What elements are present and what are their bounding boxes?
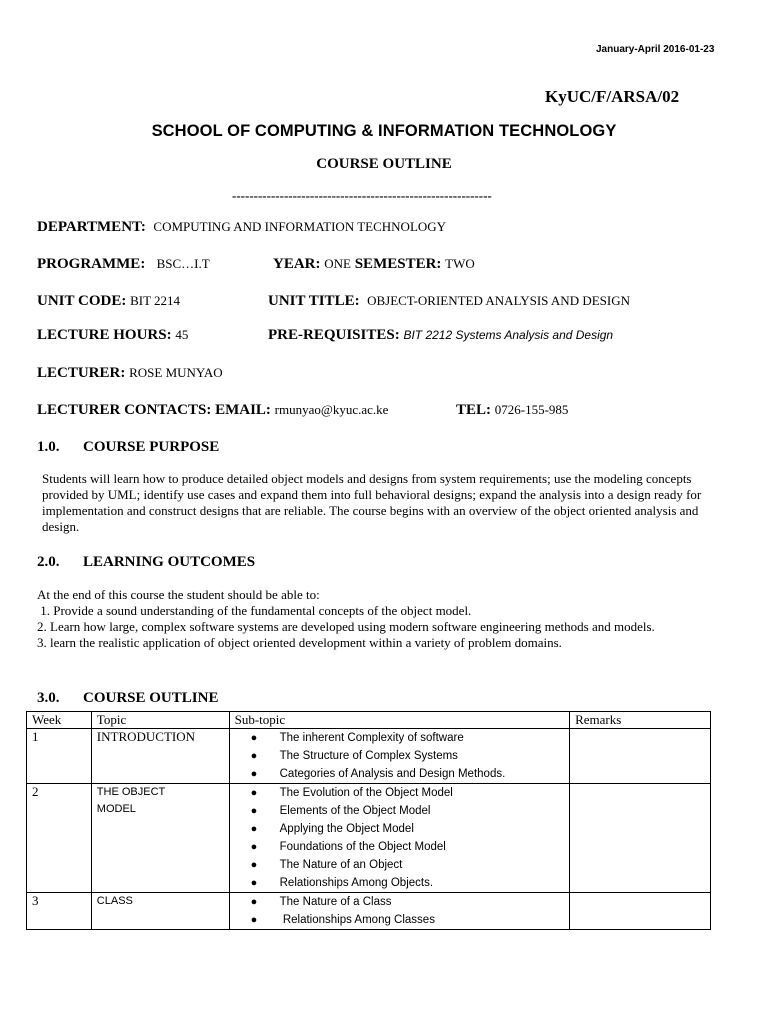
bullet-icon: ● [250, 914, 258, 926]
course-outline-table [26, 711, 711, 930]
list-item [251, 820, 564, 838]
department-value: COMPUTING AND INFORMATION TECHNOLOGY [153, 219, 447, 234]
week-number: 2 [32, 784, 39, 799]
subtopic-text: The Evolution of the Object Model [279, 787, 453, 799]
bullet-icon: ● [250, 787, 258, 799]
learning-outcomes-heading [37, 554, 255, 571]
subtopic-text: The Nature of an Object [279, 859, 403, 871]
outcome-item: 2. Learn how large, complex software systems are developed using modern software engineering methods and models. [37, 619, 655, 634]
department-field [37, 219, 446, 236]
lecturer-label: LECTURER: [37, 365, 126, 381]
bullet-icon: ● [250, 750, 258, 762]
lecture-hours-field [37, 327, 188, 344]
subtopic-cell [229, 784, 569, 893]
bullet-icon: ● [250, 896, 258, 908]
school-title: SCHOOL OF COMPUTING & INFORMATION TECHNOLOGY [151, 122, 617, 140]
lecture-hours-label: LECTURE HOURS: [37, 327, 172, 343]
subtopic-cell [229, 729, 569, 784]
prerequisites-value: BIT 2212 Systems Analysis and Design [403, 328, 614, 342]
bullet-icon: ● [250, 823, 258, 835]
lecture-hours-value: 45 [175, 327, 189, 342]
bullet-icon: ● [250, 841, 258, 853]
section-number: 2.0. [37, 554, 60, 570]
table-row [27, 784, 711, 893]
subtopic-text: Elements of the Object Model [279, 805, 431, 817]
list-item [251, 765, 564, 783]
list-item [251, 747, 564, 765]
document-code: KyUC/F/ARSA/02 [545, 87, 680, 106]
subtopic-list [235, 784, 564, 892]
tel-value: 0726-155-985 [494, 402, 569, 417]
topic-name: INTRODUCTION [96, 729, 196, 744]
week-cell [27, 784, 92, 893]
outcome-item: 3. learn the realistic application of object oriented development within a variety of problem domains. [37, 635, 562, 650]
week-number: 3 [32, 893, 39, 908]
tel-field [456, 402, 568, 419]
year-label: YEAR: [273, 256, 321, 272]
contacts-label: LECTURER CONTACTS: EMAIL: [37, 402, 271, 418]
list-item [251, 784, 564, 802]
header-subtopic: Sub-topic [229, 712, 569, 729]
document-date: January-April 2016-01-23 [596, 44, 715, 55]
document-subtitle: COURSE OUTLINE [316, 156, 452, 172]
course-purpose-heading [37, 439, 219, 456]
department-label: DEPARTMENT: [37, 219, 146, 235]
remarks-cell [570, 729, 711, 784]
prerequisites-label: PRE-REQUISITES: [268, 327, 400, 343]
topic-name: CLASS [96, 895, 133, 907]
subtopic-list [235, 729, 564, 783]
list-item [251, 838, 564, 856]
outcome-item: 1. Provide a sound understanding of the fundamental concepts of the object model. [37, 603, 472, 618]
subtopic-text: The inherent Complexity of software [279, 732, 464, 744]
year-semester-field [273, 256, 475, 273]
topic-cell [91, 784, 229, 893]
contacts-field [37, 402, 388, 419]
section-title: LEARNING OUTCOMES [83, 554, 256, 570]
unit-code-field [37, 293, 180, 310]
list-item [251, 874, 564, 892]
subtopic-text: Relationships Among Objects. [279, 877, 434, 889]
prerequisites-field [268, 327, 613, 344]
subtopic-text: The Structure of Complex Systems [279, 750, 458, 762]
subtopic-text: Categories of Analysis and Design Methods. [279, 768, 506, 780]
programme-field [37, 256, 210, 273]
year-value: ONE [324, 256, 351, 271]
tel-label: TEL: [456, 402, 492, 418]
week-cell [27, 729, 92, 784]
subtopic-text: Foundations of the Object Model [279, 841, 446, 853]
outcomes-intro: At the end of this course the student should be able to: [37, 587, 320, 602]
bullet-icon: ● [250, 732, 258, 744]
bullet-icon: ● [250, 768, 258, 780]
course-outline-heading [37, 690, 218, 707]
bullet-icon: ● [250, 877, 258, 889]
header-week: Week [27, 712, 92, 729]
programme-value: BSC…I.T [156, 256, 210, 271]
semester-label: SEMESTER: [354, 256, 442, 272]
lecturer-field [37, 365, 223, 382]
table-row [27, 729, 711, 784]
list-item [251, 893, 564, 911]
week-number: 1 [32, 729, 39, 744]
course-purpose-text: Students will learn how to produce detailed object models and designs from system requirements; use the modeling concepts provided by UML; identify use cases and expand them into full behavioral designs; expand the analysis into a design ready for implementation and construct designs that are reliable. The course begins with an overview of the object oriented analysis and design. [42, 471, 702, 534]
email-value: rmunyao@kyuc.ac.ke [274, 402, 389, 417]
topic-name: THE OBJECT MODEL [96, 786, 166, 815]
programme-label: PROGRAMME: [37, 256, 146, 272]
subtopic-list [235, 893, 564, 929]
unit-title-value: OBJECT-ORIENTED ANALYSIS AND DESIGN [367, 293, 630, 308]
header-remarks: Remarks [570, 712, 711, 729]
section-number: 3.0. [37, 690, 60, 706]
subtopic-text: The Nature of a Class [279, 896, 392, 908]
title-rule: ------------------------------------------------------------ [232, 188, 492, 203]
unit-title-field [268, 293, 630, 310]
unit-title-label: UNIT TITLE: [268, 293, 360, 309]
subtopic-cell [229, 893, 569, 930]
bullet-icon: ● [250, 805, 258, 817]
section-title: COURSE OUTLINE [83, 690, 219, 706]
table-header-row [27, 712, 711, 729]
week-cell [27, 893, 92, 930]
topic-cell [91, 893, 229, 930]
unit-code-value: BIT 2214 [130, 293, 181, 308]
unit-code-label: UNIT CODE: [37, 293, 127, 309]
table-row [27, 893, 711, 930]
bullet-icon: ● [250, 859, 258, 871]
subtopic-text: Relationships Among Classes [279, 914, 435, 926]
list-item [251, 729, 564, 747]
list-item [251, 802, 564, 820]
remarks-cell [570, 784, 711, 893]
list-item [251, 911, 564, 929]
learning-outcomes-list [37, 587, 737, 651]
semester-value: TWO [445, 256, 475, 271]
section-title: COURSE PURPOSE [83, 439, 220, 455]
section-number: 1.0. [37, 439, 60, 455]
list-item [251, 856, 564, 874]
remarks-cell [570, 893, 711, 930]
header-topic: Topic [91, 712, 229, 729]
topic-cell [91, 729, 229, 784]
subtopic-text: Applying the Object Model [279, 823, 414, 835]
lecturer-value: ROSE MUNYAO [129, 365, 223, 380]
